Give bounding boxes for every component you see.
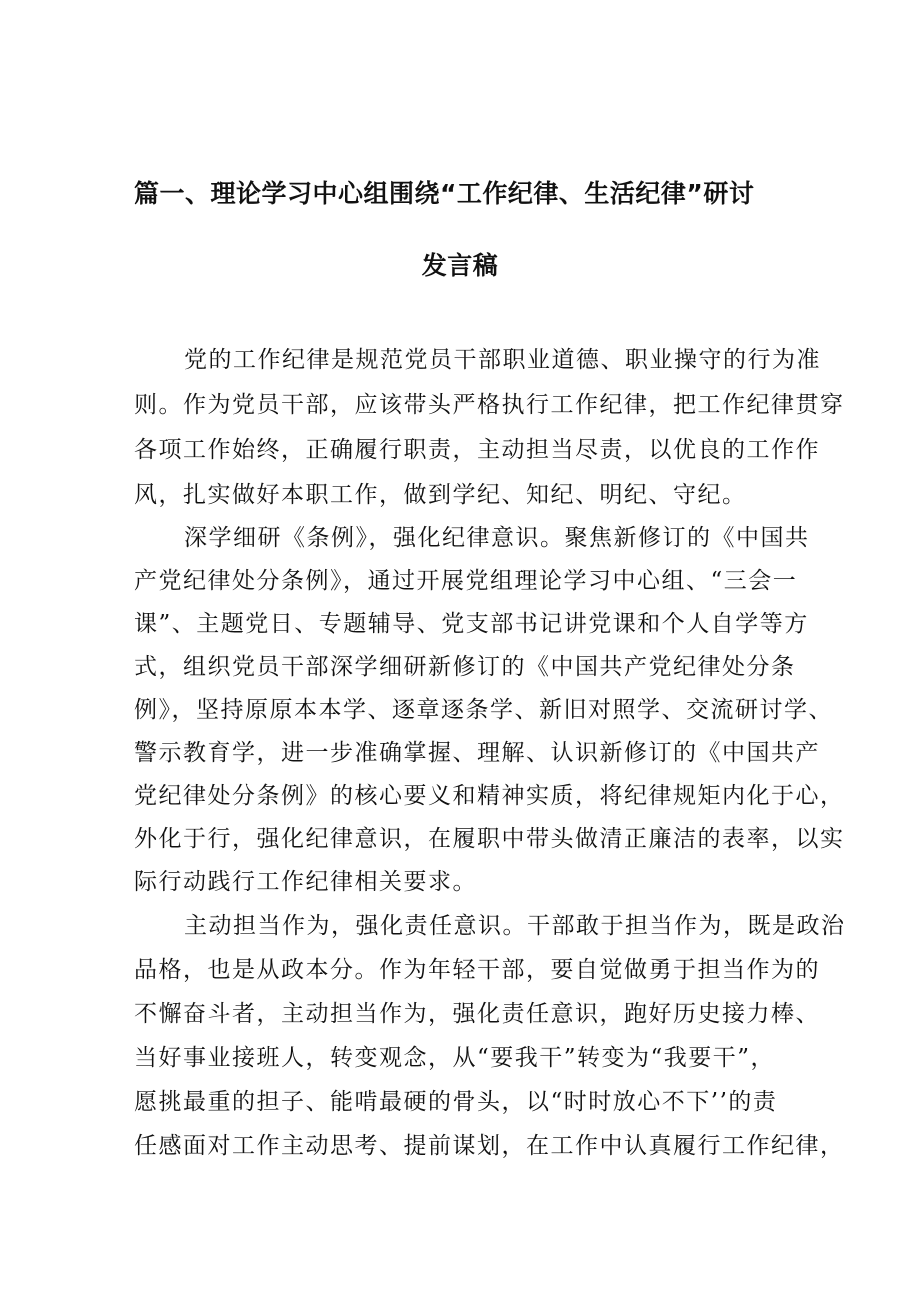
document-title-line-2: 发言稿 bbox=[421, 251, 499, 280]
paragraph-3-line-5: 愿挑最重的担子、能啃最硬的骨头，以“时时放心不下’’的责 bbox=[134, 1089, 778, 1115]
paragraph-2-line-8: 外化于行，强化纪律意识，在履职中带头做清正廉洁的表率，以实 bbox=[134, 826, 845, 852]
paragraph-3-line-1: 主动担当作为，强化责任意识。干部敢于担当作为，既是政治 bbox=[184, 913, 846, 939]
paragraph-2-line-6: 警示教育学，进一步准确掌握、理解、认识新修订的《中国共产 bbox=[134, 740, 820, 766]
paragraph-3-line-6: 任感面对工作主动思考、提前谋划，在工作中认真履行工作纪律， bbox=[134, 1133, 845, 1159]
document-title-line-1: 篇一、理论学习中心组围绕“工作纪律、生活纪律”研讨 bbox=[134, 179, 755, 208]
paragraph-2-line-4: 式，组织党员干部深学细研新修订的《中国共产党纪律处分条 bbox=[134, 654, 796, 680]
paragraph-2-line-2: 产党纪律处分条例》，通过开展党组理论学习中心组、“三会一 bbox=[134, 568, 798, 594]
paragraph-2-line-9: 际行动践行工作纪律相关要求。 bbox=[134, 869, 477, 895]
paragraph-3-line-4: 当好事业接班人，转变观念，从“要我干”转变为“我要干”， bbox=[134, 1045, 776, 1071]
paragraph-1-line-2: 则。作为党员干部，应该带头严格执行工作纪律，把工作纪律贯穿 bbox=[134, 392, 845, 418]
paragraph-2-line-3: 课”、主题党日、专题辅导、党支部书记讲党课和个人自学等方 bbox=[134, 611, 809, 637]
paragraph-2-line-7: 党纪律处分条例》的核心要义和精神实质，将纪律规矩内化于心， bbox=[134, 783, 845, 809]
paragraph-1-line-4: 风，扎实做好本职工作，做到学纪、知纪、明纪、守纪。 bbox=[134, 482, 747, 508]
paragraph-1-line-1: 党的工作纪律是规范党员干部职业道德、职业操守的行为准 bbox=[184, 347, 821, 373]
paragraph-1-line-3: 各项工作始终，正确履行职责，主动担当尽责，以优良的工作作 bbox=[134, 437, 820, 463]
paragraph-3-line-3: 不懈奋斗者，主动担当作为，强化责任意识，跑好历史接力棒、 bbox=[134, 1001, 820, 1027]
paragraph-2-line-1: 深学细研《条例》，强化纪律意识。聚焦新修订的《中国共 bbox=[184, 525, 810, 551]
paragraph-2-line-5: 例》，坚持原原本本学、逐章逐条学、新旧对照学、交流研讨学、 bbox=[134, 697, 833, 723]
paragraph-3-line-2: 品格，也是从政本分。作为年轻干部，要自觉做勇于担当作为的 bbox=[134, 957, 820, 983]
